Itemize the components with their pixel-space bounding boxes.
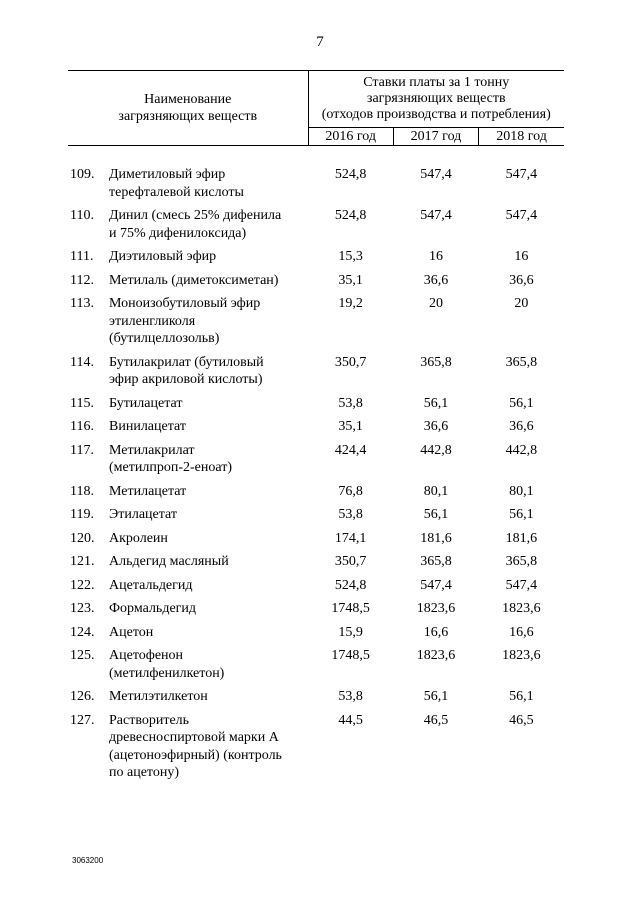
rate-2016: 174,1 [334,530,367,546]
substance-cell [68,442,308,483]
rate-2017: 16 [428,249,443,264]
table-row [68,166,564,207]
substance-name: Метилакрилат (метилпроп-2-еноат) [109,442,232,475]
row-number: 115. [70,395,94,411]
rate-2017: 1823,6 [416,648,456,663]
rate-2018: 16 [514,249,529,264]
substance-cell [68,530,308,554]
rate-2018: 46,5 [509,712,534,728]
table-row [68,272,564,296]
table-row [68,354,564,395]
substance-cell [68,600,308,624]
substance-name: Диэтиловый эфир [109,249,217,264]
substance-name: Бутилацетат [109,395,183,411]
rate-2018: 56,1 [509,689,534,704]
substance-cell [68,577,308,601]
substance-cell [68,354,308,395]
substance-cell [68,248,308,272]
rate-2017: 181,6 [420,530,452,546]
row-number: 119. [70,507,94,522]
table-row [68,647,564,688]
rate-2018: 36,6 [509,419,534,434]
substance-cell [68,506,308,530]
rate-2018: 1823,6 [502,648,541,663]
table-row [68,600,564,624]
substance-name: Моноизобутиловый эфир этиленгликоля (бутилцеллозольв) [109,296,261,346]
header-rates-group: Ставки платы за 1 тонну загрязняющих веществ (отходов производства и потребления) [308,71,564,128]
rate-2017: 56,1 [423,395,449,411]
substance-cell [68,712,308,788]
substance-cell [68,418,308,442]
rate-2016: 44,5 [338,712,363,728]
substance-name: Ацетальдегид [109,577,193,593]
rate-2017: 365,8 [420,554,452,569]
substance-name: Альдегид масляный [109,554,229,569]
table-row [68,207,564,248]
rate-2016: 1748,5 [331,648,370,663]
rate-2016: 350,7 [334,354,367,370]
rate-2016: 424,4 [334,442,367,458]
substance-name: Метилэтилкетон [109,689,208,704]
rate-2016: 76,8 [338,483,363,499]
row-number: 118. [70,483,94,499]
substance-name: Растворитель древесноспиртовой марки А (ацетоноэфирный) (контроль по ацетону) [109,712,282,780]
rate-2018: 1823,6 [502,601,541,616]
row-number: 120. [70,530,95,546]
table-row [68,442,564,483]
rate-2016: 15,3 [338,249,363,264]
row-number: 110. [70,208,94,223]
rate-2017: 36,6 [423,419,449,434]
rate-2017: 46,5 [423,712,449,728]
rate-2017: 547,4 [420,577,452,593]
table-row [68,248,564,272]
substance-name: Акролеин [109,530,168,546]
substance-cell [68,207,308,248]
row-number: 117. [70,442,94,458]
table-row [68,712,564,788]
row-number: 116. [70,419,94,434]
substance-name: Бутилакрилат (бутиловый эфир акриловой кислоты) [109,354,264,387]
rate-2017: 442,8 [420,442,452,458]
table-row [68,295,564,354]
rate-2017: 56,1 [423,507,449,522]
row-number: 123. [70,601,95,616]
row-number: 127. [70,712,95,728]
row-number: 125. [70,648,95,663]
substance-cell [68,624,308,648]
rate-2017: 80,1 [423,483,449,499]
rate-2017: 365,8 [420,354,452,370]
rate-2016: 53,8 [338,507,363,522]
rate-2017: 20 [428,296,443,311]
substance-cell [68,647,308,688]
substance-cell [68,166,308,207]
row-number: 126. [70,689,95,704]
rate-2016: 1748,5 [331,601,370,616]
rate-2017: 16,6 [423,624,449,640]
substance-cell [68,295,308,354]
table-row [68,483,564,507]
row-number: 112. [70,272,94,288]
rate-2016: 524,8 [334,577,367,593]
rate-2016: 35,1 [338,419,363,434]
table-row [68,530,564,554]
substance-name: Формальдегид [109,601,197,616]
rate-2018: 56,1 [509,395,534,411]
row-number: 122. [70,577,95,593]
rate-2016: 53,8 [338,395,363,411]
header-year-2017: 2017 год [393,128,478,146]
rate-2018: 80,1 [509,483,534,499]
rate-2018: 547,4 [505,167,538,182]
row-number: 111. [70,249,94,264]
substance-cell [68,688,308,712]
substance-name: Диметиловый эфир терефталевой кислоты [109,167,244,200]
row-number: 113. [70,296,94,311]
row-number: 114. [70,354,94,370]
table-row [68,418,564,442]
header-name-column: Наименование загрязняющих веществ [68,71,308,146]
rate-2018: 56,1 [509,507,534,522]
rate-2016: 524,8 [334,167,367,182]
rate-2017: 1823,6 [416,601,456,616]
rate-2016: 350,7 [334,554,367,569]
table-row [68,624,564,648]
substance-cell [68,483,308,507]
rate-2018: 181,6 [505,530,538,546]
substance-name: Динил (смесь 25% дифенила и 75% дифенилоксида) [109,208,282,241]
rate-2016: 19,2 [338,296,363,311]
rate-2018: 16,6 [509,624,534,640]
table-body [68,146,564,788]
substance-name: Этилацетат [109,507,178,522]
row-number: 124. [70,624,95,640]
header-year-2016: 2016 год [308,128,393,146]
table-row [68,506,564,530]
table-row [68,688,564,712]
rate-2017: 547,4 [420,167,452,182]
footer-document-code: 3063200 [72,856,104,865]
rate-2018: 36,6 [509,272,534,288]
page-number: 7 [316,34,324,50]
header-year-2018: 2018 год [479,128,564,146]
pollutant-rates-table [68,70,564,788]
substance-name: Винилацетат [109,419,186,434]
substance-cell [68,395,308,419]
rate-2016: 15,9 [338,624,363,640]
rate-2017: 56,1 [423,689,449,704]
table-row [68,553,564,577]
rate-2018: 547,4 [505,577,538,593]
rate-2018: 365,8 [505,354,538,370]
rate-2017: 547,4 [420,208,452,223]
substance-name: Ацетофенон (метилфенилкетон) [109,648,225,681]
substance-name: Метилацетат [109,483,187,499]
row-number: 121. [70,554,95,569]
rate-2018: 20 [514,296,529,311]
rate-2018: 365,8 [505,554,538,569]
rate-2016: 53,8 [338,689,363,704]
rate-2016: 35,1 [338,272,363,288]
substance-name: Ацетон [109,624,154,640]
row-number: 109. [70,167,95,182]
substance-cell [68,553,308,577]
rate-2017: 36,6 [423,272,449,288]
substance-name: Метилаль (диметоксиметан) [109,272,279,288]
rate-2016: 524,8 [334,208,367,223]
table-row [68,577,564,601]
substance-cell [68,272,308,296]
rate-2018: 442,8 [505,442,538,458]
table-row [68,395,564,419]
rate-2018: 547,4 [505,208,538,223]
